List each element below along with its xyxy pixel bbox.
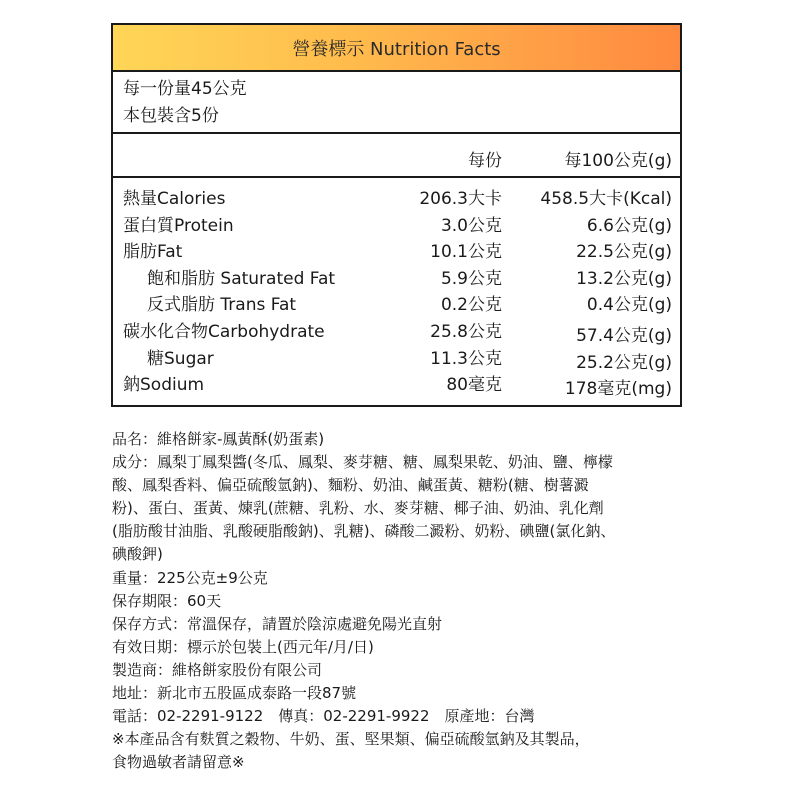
address: 地址：新北市五股區成泰路一段87號: [112, 684, 357, 703]
column-header-per-100g: 每100公克(g): [564, 151, 672, 171]
shelf-life: 保存期限：60天: [112, 591, 222, 610]
nutrient-per-100g: 57.4公克(g): [576, 325, 672, 346]
nutrient-per-serving: 11.3公克: [430, 348, 502, 369]
nutrient-label: 熱量Calories: [123, 189, 226, 209]
nutrient-label: 反式脂肪 Trans Fat: [147, 295, 297, 316]
nutrient-row-protein: [113, 213, 680, 240]
nutrient-per-serving: 80毫克: [446, 375, 502, 396]
nutrient-per-serving: 5.9公克: [440, 268, 502, 289]
nutrient-per-100g: 6.6公克(g): [586, 215, 672, 236]
nutrient-rows: [113, 178, 680, 399]
nutrient-label: 碳水化合物Carbohydrate: [123, 321, 325, 342]
nutrient-label: 脂肪Fat: [123, 242, 183, 263]
nutrient-per-100g: 0.4公克(g): [586, 295, 672, 316]
nutrient-per-100g: 13.2公克(g): [576, 268, 672, 289]
column-header-per-serving: 每份: [468, 151, 502, 171]
nutrient-row-sodium: [113, 372, 680, 399]
nutrient-per-100g: 25.2公克(g): [576, 352, 672, 373]
product-name: 品名：維格餅家-鳳黃酥(奶蛋素): [112, 430, 325, 448]
ingredients-line-5: 碘酸鉀): [112, 545, 163, 564]
contact-origin: 電話：02-2291-9122 傳真：02-2291-9922 原產地：台灣: [112, 707, 535, 726]
allergen-warning-line-1: ※本產品含有麩質之穀物、牛奶、蛋、堅果類、偏亞硫酸氫鈉及其製品，: [112, 730, 590, 749]
nutrient-label: 飽和脂肪 Saturated Fat: [147, 268, 336, 289]
nutrient-row-sugar: [113, 346, 680, 373]
servings-per-package: 本包裝含5份: [123, 106, 219, 126]
nutrient-per-serving: 3.0公克: [440, 215, 502, 236]
expiry-date: 有效日期：標示於包裝上(西元年/月/日): [112, 637, 374, 656]
ingredients-line-2: 酸、鳳梨香料、偏亞硫酸氫鈉)、麵粉、奶油、鹹蛋黃、糖粉(糖、樹薯澱: [112, 476, 589, 495]
nutrition-facts-title: [113, 25, 680, 72]
title-text: 營養標示 Nutrition Facts: [292, 38, 501, 60]
nutrient-per-serving: 206.3大卡: [419, 189, 502, 209]
ingredients-line-3: 粉)、蛋白、蛋黃、煉乳(蔗糖、乳粉、水、麥芽糖、椰子油、奶油、乳化劑: [112, 499, 604, 518]
nutrient-per-serving: 0.2公克: [440, 295, 502, 316]
nutrition-facts-table: [111, 23, 682, 407]
nutrient-label: 蛋白質Protein: [123, 215, 234, 236]
ingredients-line-1: 成分：鳳梨丁鳳梨醬(冬瓜、鳳梨、麥芽糖、糖、鳳梨果乾、奶油、鹽、檸檬: [112, 453, 613, 472]
product-info: [112, 428, 692, 774]
column-headers: [113, 134, 680, 178]
nutrient-per-serving: 10.1公克: [430, 242, 502, 263]
nutrient-row-saturated-fat: [113, 266, 680, 293]
net-weight: 重量：225公克±9公克: [112, 568, 268, 587]
nutrient-row-carbohydrate: [113, 319, 680, 346]
nutrient-row-fat: [113, 239, 680, 266]
nutrient-per-100g: 458.5大卡(Kcal): [540, 189, 672, 209]
nutrient-label: 糖Sugar: [147, 348, 214, 369]
allergen-warning-line-2: 食物過敏者請留意※: [112, 753, 245, 772]
nutrient-per-serving: 25.8公克: [430, 321, 502, 342]
nutrient-row-trans-fat: [113, 292, 680, 319]
serving-size: 每一份量45公克: [123, 79, 247, 99]
nutrient-label: 鈉Sodium: [123, 375, 205, 396]
serving-info: [113, 72, 680, 134]
nutrient-per-100g: 22.5公克(g): [576, 242, 672, 263]
manufacturer: 製造商：維格餅家股份有限公司: [112, 660, 323, 679]
ingredients-line-4: (脂肪酸甘油脂、乳酸硬脂酸鈉)、乳糖)、磷酸二澱粉、奶粉、碘鹽(氯化鈉、: [112, 522, 616, 541]
nutrient-per-100g: 178毫克(mg): [564, 379, 672, 400]
nutrient-row-calories: [113, 186, 680, 213]
storage-method: 保存方式：常溫保存，請置於陰涼處避免陽光直射: [112, 614, 443, 633]
